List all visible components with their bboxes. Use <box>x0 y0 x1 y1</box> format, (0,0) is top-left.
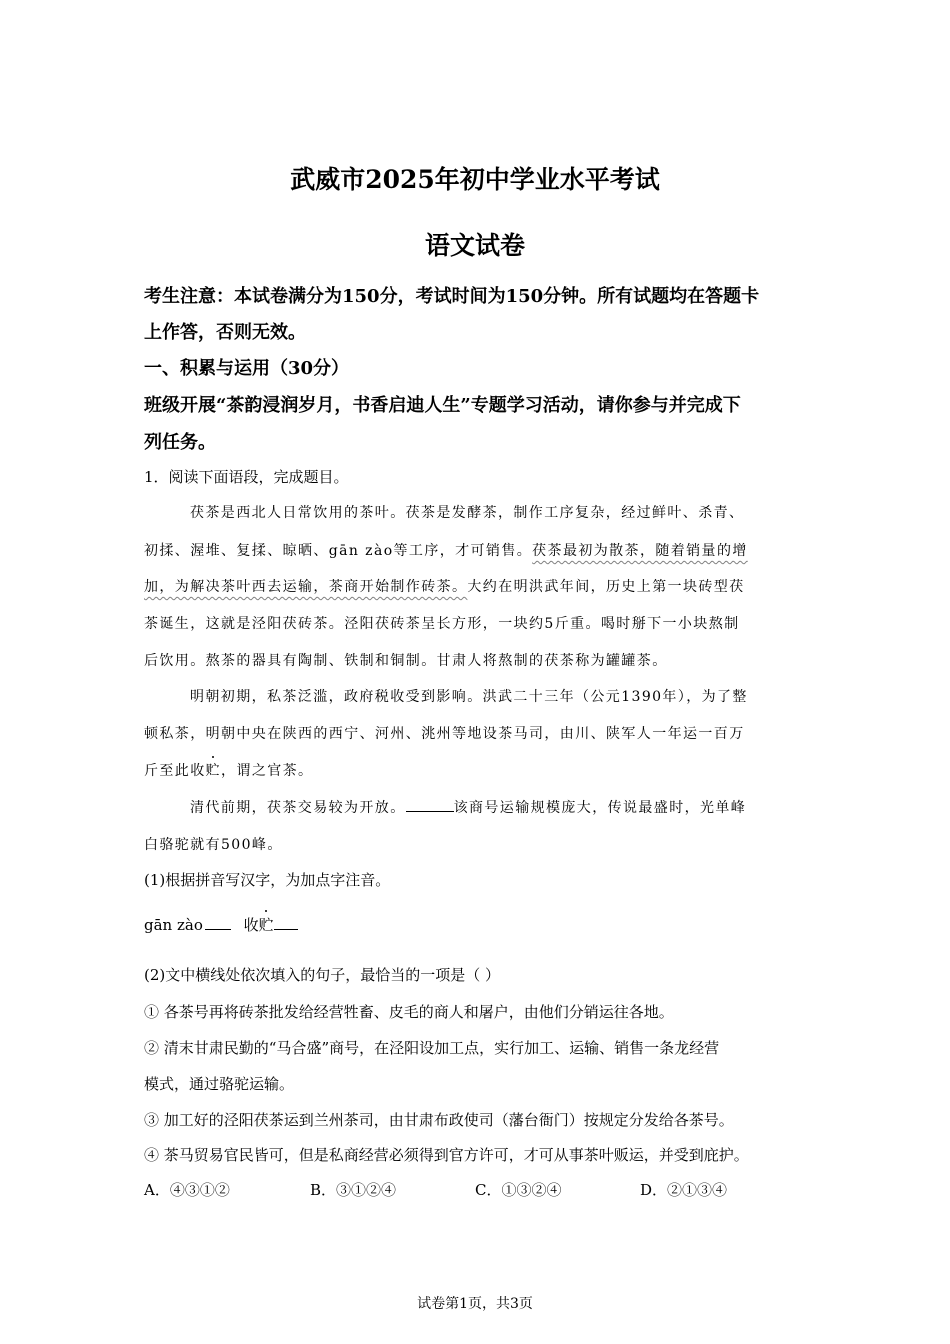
passage-text: 大约在明洪武年间，历史上第一块砖型茯 <box>467 579 745 595</box>
wavy-underlined-sentence: 加，为解决茶叶西去运输，茶商开始制作砖茶。 <box>144 579 468 595</box>
passage-text: 斤至此收 <box>144 763 206 779</box>
option-c[interactable]: C．①③②④ <box>475 1181 562 1199</box>
activity-intro-line-2: 列任务。 <box>144 432 216 453</box>
sentence-2-line-1: ② 清末甘肃民勤的“马合盛”商号，在泾阳设加工点，实行加工、运输、销售一条龙经营 <box>144 1039 720 1057</box>
word-text: 收 <box>243 916 259 934</box>
activity-intro-line-1: 班级开展“茶韵浸润岁月，书香启迪人生”专题学习活动，请你参与并完成下 <box>144 395 741 416</box>
subquestion-2-prompt: (2)文中横线处依次填入的句子，最恰当的一项是（ ） <box>144 966 501 984</box>
fill-in-blank <box>406 797 454 812</box>
passage-text: 清代前期，茯茶交易较为开放。 <box>190 800 406 816</box>
subquestion-1-prompt: (1)根据拼音写汉字，为加点字注音。 <box>144 871 391 889</box>
wavy-underlined-sentence: 茯茶最初为散茶，随着销量的增 <box>532 543 748 559</box>
passage-p1-line-1: 茯茶是西北人日常饮用的茶叶。茯茶是发酵茶，制作工序复杂，经过鲜叶、杀青、 <box>190 505 745 521</box>
question-1-stem: 1．阅读下面语段，完成题目。 <box>144 468 349 486</box>
sentence-2-line-2: 模式，通过骆驼运输。 <box>144 1075 295 1093</box>
passage-p2-line-1: 明朝初期，私茶泛滥，政府税收受到影响。洪武二十三年（公元1390年），为了整 <box>190 689 748 705</box>
notice-line-2: 上作答，否则无效。 <box>144 322 306 343</box>
page-footer: 试卷第1页，共3页 <box>417 1296 533 1312</box>
passage-text: ，谓之官茶。 <box>221 763 314 779</box>
notice-line-1: 考生注意：本试卷满分为150分，考试时间为150分钟。所有试题均在答题卡 <box>144 286 760 307</box>
sentence-1: ① 各茶号再将砖茶批发给经营牲畜、皮毛的商人和屠户，由他们分销运往各地。 <box>144 1003 674 1021</box>
dotted-character: 贮 <box>206 760 221 780</box>
passage-text: 该商号运输规模庞大，传说最盛时，光单峰 <box>453 800 747 816</box>
option-d[interactable]: D．②①③④ <box>640 1181 728 1199</box>
passage-p2-line-2: 顿私茶，明朝中央在陕西的西宁、河州、洮州等地设茶马司，由川、陕军人一年运一百万 <box>144 726 745 742</box>
answer-blank[interactable] <box>274 915 298 930</box>
sentence-4: ④ 茶马贸易官民皆可，但是私商经营必须得到官方许可，才可从事茶叶贩运，并受到庇护。 <box>144 1146 749 1164</box>
passage-p1-line-2 <box>144 540 748 560</box>
answer-blank[interactable] <box>205 915 231 930</box>
passage-text: 初揉、渥堆、复揉、晾晒、gān zào等工序，才可销售。 <box>144 543 533 559</box>
passage-p3-line-2: 白骆驼就有500峰。 <box>144 837 283 853</box>
option-b[interactable]: B．③①②④ <box>310 1181 397 1199</box>
section-heading: 一、积累与运用（30分） <box>144 358 350 379</box>
option-a[interactable]: A．④③①② <box>144 1181 230 1199</box>
subquestion-1-answer-line <box>144 914 298 935</box>
passage-p2-line-3 <box>144 760 313 780</box>
exam-subtitle: 语文试卷 <box>424 231 525 260</box>
sentence-3: ③ 加工好的泾阳茯茶运到兰州茶司，由甘肃布政使司（藩台衙门）按规定分发给各茶号。 <box>144 1111 734 1129</box>
passage-p1-line-3 <box>144 576 745 596</box>
passage-p1-line-4: 茶诞生，这就是泾阳茯砖茶。泾阳茯砖茶呈长方形，一块约5斤重。喝时掰下一小块熬制 <box>144 616 740 632</box>
exam-title: 武威市2025年初中学业水平考试 <box>290 165 660 194</box>
pinyin: gān zào <box>144 916 203 934</box>
passage-p3-line-1 <box>190 797 746 817</box>
dotted-character: 贮 <box>258 916 274 934</box>
passage-p1-line-5: 后饮用。熬茶的器具有陶制、铁制和铜制。甘肃人将熬制的茯茶称为罐罐茶。 <box>144 653 668 669</box>
